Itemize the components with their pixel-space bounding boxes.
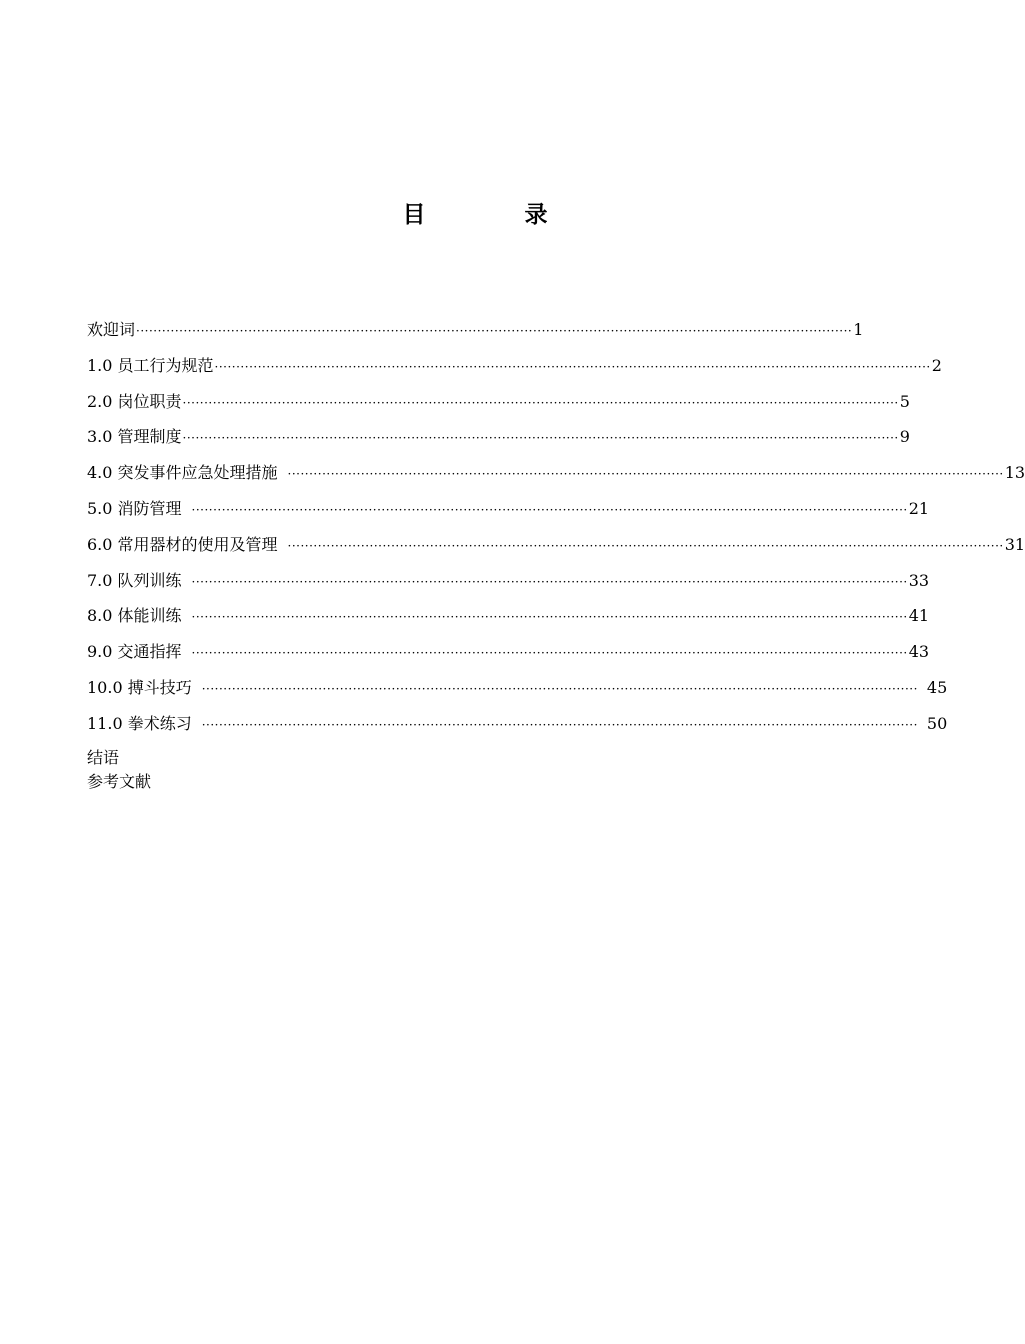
toc-leader-dots: ······································································································································································ (214, 359, 931, 374)
toc-leader-dots: ······································································································································································ (182, 431, 899, 446)
toc-entry-welcome[interactable] (87, 316, 862, 352)
toc-leader-dots: ······································································································································································ (182, 395, 899, 410)
toc-entry-1[interactable] (87, 352, 942, 388)
toc-entry-page: 5 (899, 391, 910, 411)
toc-entry-page: 1 (853, 320, 864, 339)
toc-leader-dots: ······································································································································································ (136, 324, 853, 338)
toc-entry-label: 8.0 体能训练 (87, 606, 182, 626)
toc-entry-6[interactable] (87, 531, 1025, 567)
toc-leader-dots: ······································································································································································ (201, 681, 918, 696)
toc-entry-page: 41 (908, 606, 930, 626)
page-title: 目 录 (402, 202, 586, 228)
toc-entry-page: 45 (926, 677, 948, 697)
toc-entry-page: 9 (899, 427, 910, 447)
toc-entry-page: 21 (908, 498, 930, 518)
toc-entry-label: 3.0 管理制度 (87, 427, 182, 447)
toc-entry-label: 4.0 突发事件应急处理措施 (87, 463, 278, 483)
toc-entry-page: 50 (926, 713, 948, 733)
toc-entry-references[interactable]: 参考文献 (87, 771, 152, 791)
toc-leader-dots: ······································································································································································ (191, 610, 908, 625)
toc-leader-dots: ······································································································································································ (191, 574, 908, 589)
toc-entry-9[interactable] (87, 638, 930, 674)
table-of-contents (87, 316, 1025, 794)
toc-entry-page: 31 (1004, 534, 1025, 554)
toc-entry-page: 2 (931, 355, 942, 375)
toc-entry-8[interactable] (87, 602, 930, 638)
toc-entry-7[interactable] (87, 567, 930, 603)
toc-entry-label: 9.0 交通指挥 (87, 642, 182, 662)
toc-entry-page: 33 (908, 570, 930, 590)
toc-entry-label: 2.0 岗位职责 (87, 391, 182, 411)
toc-entry-11[interactable] (87, 710, 948, 746)
toc-entry-label: 7.0 队列训练 (87, 570, 182, 590)
toc-leader-dots: ······································································································································································ (191, 502, 908, 517)
toc-leader-dots: ······································································································································································ (191, 646, 908, 661)
toc-entry-label: 6.0 常用器材的使用及管理 (87, 534, 278, 554)
toc-leader-dots: ······································································································································································ (287, 538, 1004, 553)
toc-entry-conclusion[interactable]: 结语 (87, 747, 120, 767)
toc-entry-label: 10.0 搏斗技巧 (87, 677, 192, 697)
toc-entry-page: 13 (1004, 463, 1025, 483)
toc-entry-10[interactable] (87, 674, 948, 710)
toc-entry-3[interactable] (87, 423, 910, 459)
toc-leader-dots: ······································································································································································ (287, 467, 1004, 482)
toc-entry-label: 11.0 拳术练习 (87, 713, 192, 733)
toc-entry-5[interactable] (87, 495, 930, 531)
toc-entry-page: 43 (908, 642, 930, 662)
toc-entry-label: 1.0 员工行为规范 (87, 355, 214, 375)
toc-entry-label: 欢迎词 (87, 320, 136, 339)
toc-entry-4[interactable] (87, 459, 1025, 495)
toc-leader-dots: ······································································································································································ (201, 717, 918, 732)
toc-entry-2[interactable] (87, 388, 910, 424)
toc-entry-label: 5.0 消防管理 (87, 498, 182, 518)
